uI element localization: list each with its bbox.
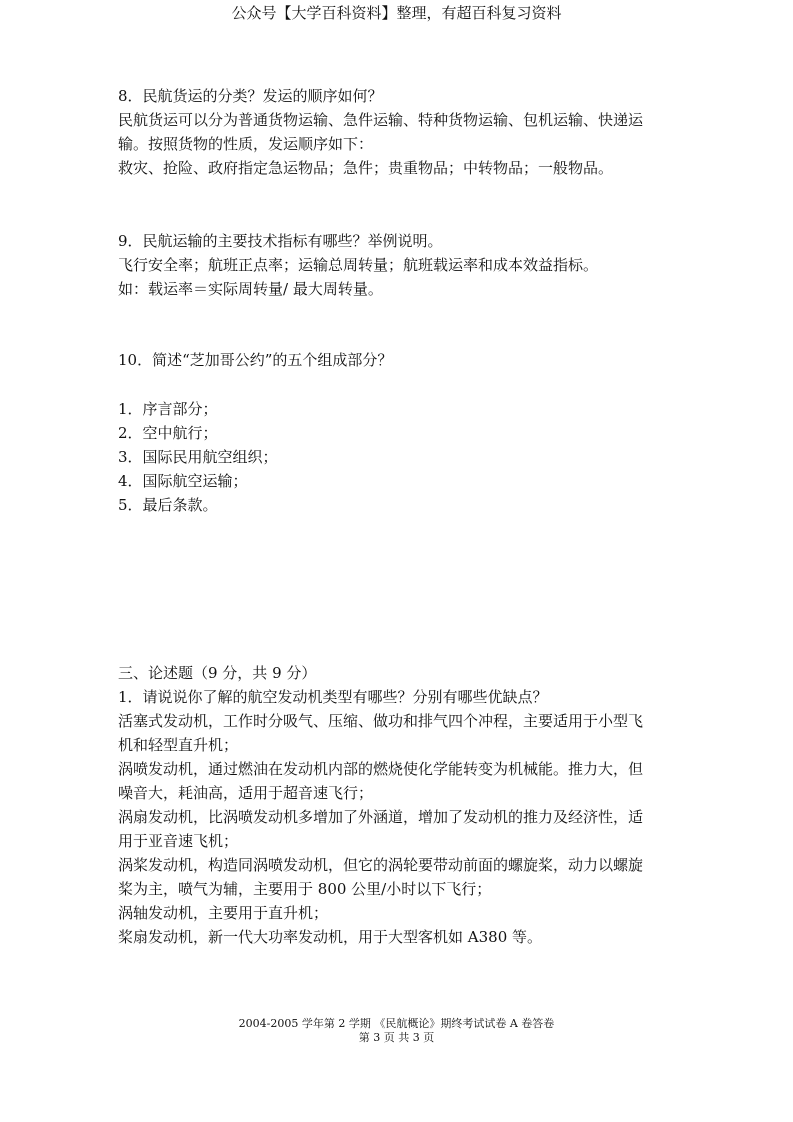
question-10-list-item: 2．空中航行；: [118, 424, 218, 442]
question-10-list-item: 1．序言部分；: [118, 400, 218, 418]
question-10-list-item: 3．国际民用航空组织；: [118, 448, 278, 466]
section-3-answer-line: 活塞式发动机，工作时分吸气、压缩、做功和排气四个冲程，主要适用于小型飞: [118, 712, 644, 730]
question-8-title: 8．民航货运的分类？发运的顺序如何？: [118, 87, 383, 105]
section-3-question: 1．请说说你了解的航空发动机类型有哪些？分别有哪些优缺点？: [118, 688, 548, 706]
section-3-answer-line: 桨为主，喷气为辅，主要用于 800 公里/小时以下飞行；: [118, 880, 492, 898]
section-3-answer-line: 桨扇发动机，新一代大功率发动机，用于大型客机如 A380 等。: [118, 928, 543, 946]
question-8-answer-line: 救灾、抢险、政府指定急运物品；急件；贵重物品；中转物品；一般物品。: [118, 159, 614, 177]
question-9-answer-line: 飞行安全率；航班正点率；运输总周转量；航班载运率和成本效益指标。: [118, 256, 599, 274]
section-3-answer-line: 机和轻型直升机；: [118, 736, 239, 754]
question-10-list-item: 5．最后条款。: [118, 496, 218, 514]
question-9-answer-line: 如：载运率＝实际周转量/ 最大周转量。: [118, 280, 383, 298]
section-3-answer-line: 用于亚音速飞机；: [118, 832, 239, 850]
section-3-title: 三、论述题（9 分，共 9 分）: [118, 664, 317, 682]
question-8-answer-line: 输。按照货物的性质，发运顺序如下：: [118, 135, 374, 153]
question-8-answer-line: 民航货运可以分为普通货物运输、急件运输、特种货物运输、包机运输、快递运: [118, 111, 644, 129]
question-10-list-item: 4．国际航空运输；: [118, 472, 248, 490]
section-3-answer-line: 涡轴发动机，主要用于直升机；: [118, 904, 329, 922]
section-3-answer-line: 噪音大，耗油高，适用于超音速飞行；: [118, 784, 374, 802]
page-footer-exam-title: 2004-2005 学年第 2 学期 《民航概论》期终考试试卷 A 卷答卷: [238, 1017, 555, 1030]
page-header-banner: 公众号【大学百科资料】整理，有超百科复习资料: [231, 4, 562, 22]
question-10-title: 10．简述“芝加哥公约”的五个组成部分？: [118, 351, 393, 369]
section-3-answer-line: 涡喷发动机，通过燃油在发动机内部的燃烧使化学能转变为机械能。推力大，但: [118, 760, 644, 778]
page-footer-page-number: 第 3 页 共 3 页: [358, 1031, 435, 1044]
section-3-answer-line: 涡桨发动机，构造同涡喷发动机，但它的涡轮要带动前面的螺旋桨，动力以螺旋: [118, 856, 644, 874]
section-3-answer-line: 涡扇发动机，比涡喷发动机多增加了外涵道，增加了发动机的推力及经济性，适: [118, 808, 644, 826]
question-9-title: 9．民航运输的主要技术指标有哪些？举例说明。: [118, 232, 443, 250]
